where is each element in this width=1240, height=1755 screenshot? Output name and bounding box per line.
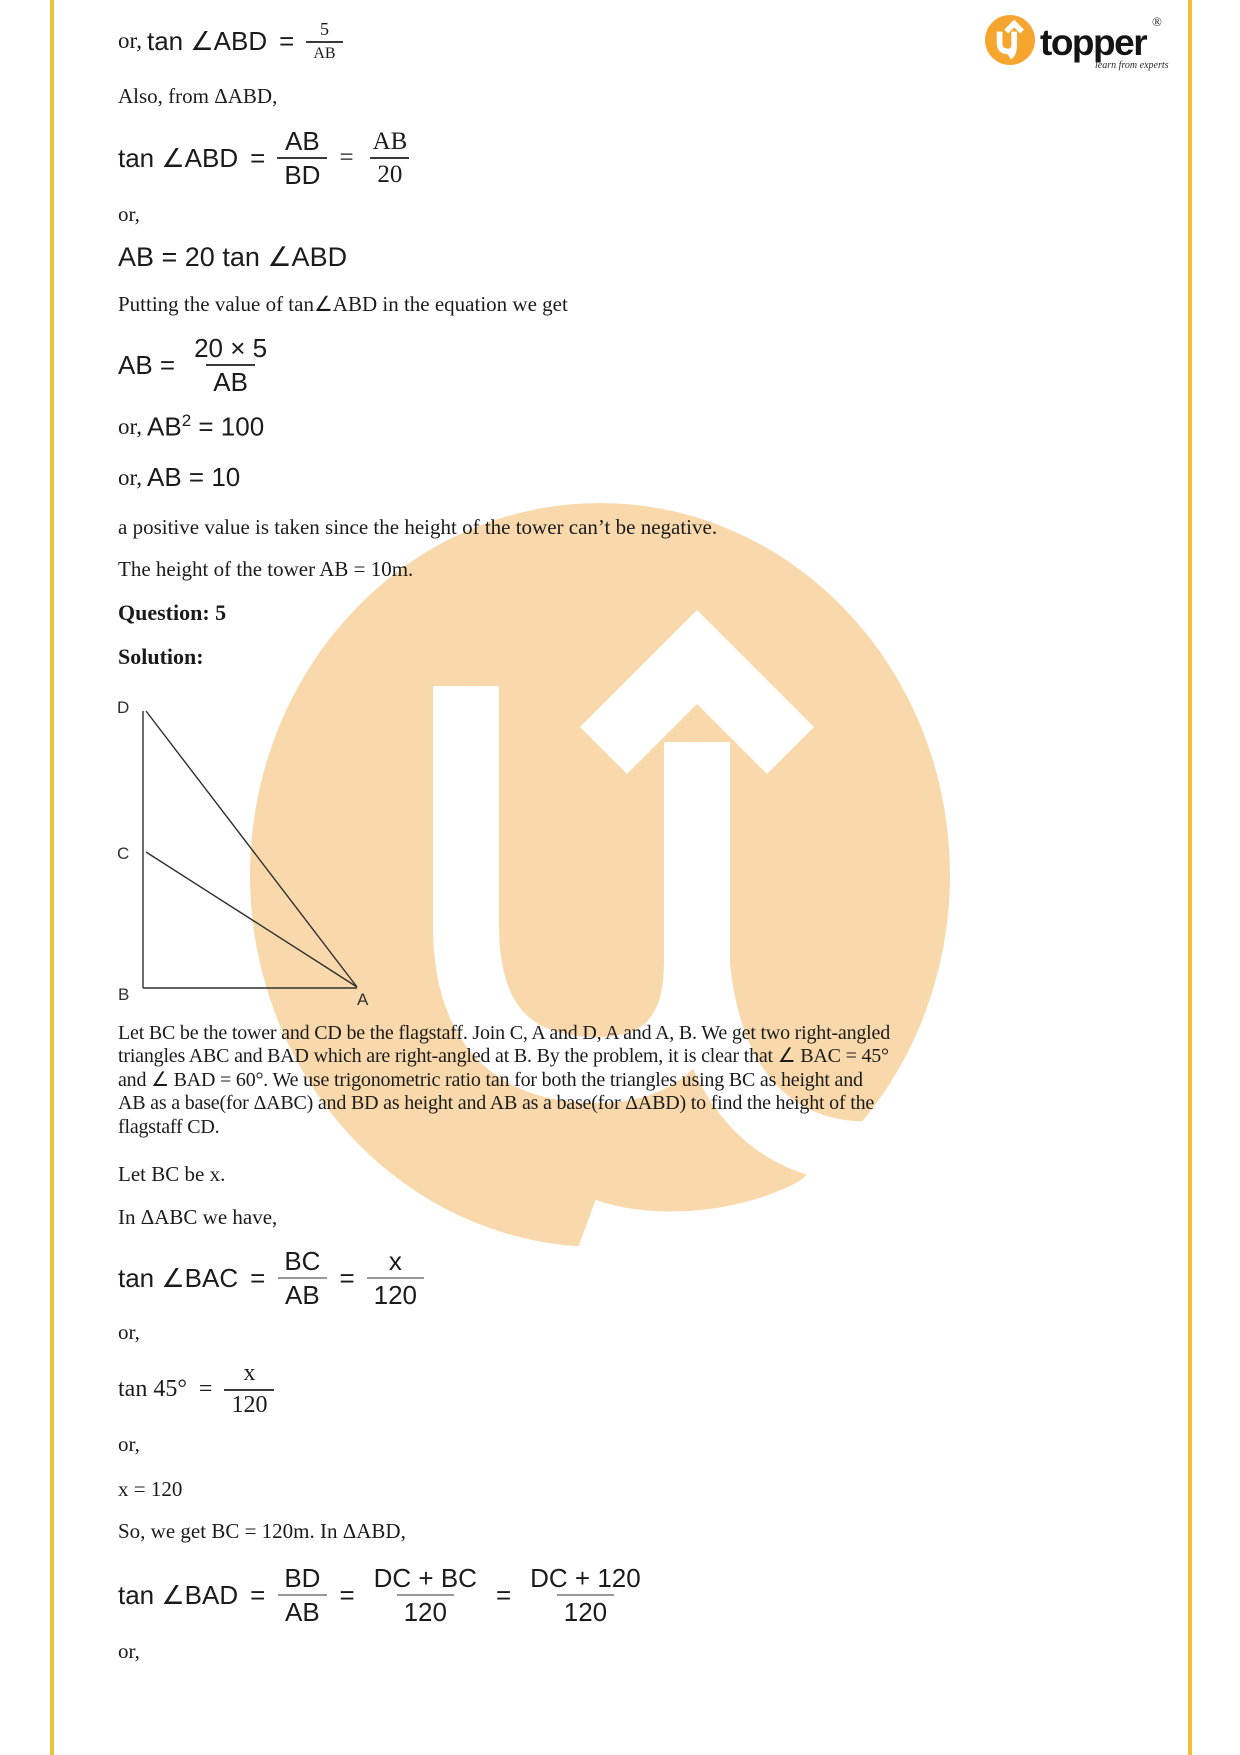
exponent: 2 — [181, 411, 192, 430]
numerator: 20 × 5 — [194, 333, 268, 363]
equation-prefix: or, — [118, 28, 142, 54]
equals-sign: = — [339, 1579, 355, 1610]
text-or-1: or, — [118, 202, 140, 226]
text-or-3: or, — [118, 1432, 140, 1456]
solution-heading: Solution: — [118, 644, 204, 669]
page-border-right — [1188, 0, 1192, 1755]
equation-tan-abd-ab-bd — [118, 127, 414, 189]
equals-sign: = — [250, 1262, 266, 1293]
text-or-2: or, — [118, 1320, 140, 1344]
paragraph-line: AB as a base(for ΔABC) and BD as height and AB as a base(for ΔABD) to find the height of the — [118, 1092, 875, 1115]
page-border-left — [50, 0, 54, 1755]
fraction-20x5-ab — [187, 334, 274, 396]
equals-sign: = — [279, 25, 295, 56]
numerator: AB — [285, 126, 320, 156]
numerator: DC + BC — [373, 1563, 477, 1593]
denominator: BD — [277, 157, 327, 189]
logo-circle — [985, 15, 1035, 65]
denominator: AB — [278, 1594, 327, 1626]
numerator: AB — [372, 128, 408, 156]
logo-tagline: learn from experts — [1095, 60, 1169, 71]
equation-ab-20x5-over-ab — [118, 334, 274, 396]
text-positive-value: a positive value is taken since the height of the tower can’t be negative. — [118, 515, 718, 539]
rhs: = 100 — [198, 411, 265, 442]
numerator: DC + 120 — [530, 1563, 641, 1593]
equation-lhs: tan ∠ABD — [118, 142, 239, 173]
numerator: BD — [284, 1563, 321, 1593]
equation-tan-bad — [118, 1564, 648, 1626]
diagram-label-d: D — [117, 698, 130, 717]
text-putting-value: Putting the value of tan∠ABD in the equation we get — [118, 292, 568, 316]
diagram-label-b: B — [118, 985, 130, 1004]
equation-lhs: AB = — [118, 349, 176, 380]
fraction-bd-ab — [277, 1564, 327, 1626]
denominator: 120 — [367, 1277, 424, 1309]
equation-ab-10 — [118, 462, 240, 493]
text-so-we-get: So, we get BC = 120m. In ΔABD, — [118, 1519, 406, 1543]
denominator: AB — [306, 41, 342, 62]
solution-paragraph — [118, 1022, 890, 1139]
diagram-label-c: C — [117, 844, 130, 863]
equation-prefix: or, — [118, 413, 142, 439]
line-da — [146, 711, 357, 987]
paragraph-line: Let BC be the tower and CD be the flagstaff. Join C, A and D, A and A, B. We get two right-angled — [118, 1022, 891, 1044]
text-in-abc-we-have: In ΔABC we have, — [118, 1205, 278, 1229]
equation-tan-bac — [118, 1247, 424, 1309]
paragraph-line: and ∠ BAD = 60°. We use trigonometric ratio tan for both the triangles using BC as height and — [118, 1068, 863, 1091]
equation-body: AB = 10 — [147, 462, 241, 492]
equation-body — [147, 411, 264, 443]
line-ca — [146, 852, 357, 987]
numerator: BC — [284, 1246, 321, 1276]
equals-sign: = — [339, 144, 354, 172]
equation-prefix: or, — [118, 464, 142, 490]
logo-brand-text: topper — [1040, 22, 1147, 63]
equation-ab-20-tan-abd: AB = 20 tan ∠ABD — [118, 242, 348, 272]
denominator: AB — [206, 364, 255, 396]
fraction-ab-bd — [277, 127, 327, 189]
denominator: 120 — [557, 1594, 614, 1626]
equals-sign: = — [250, 142, 266, 173]
equals-sign: = — [198, 1376, 213, 1403]
u-arrow-logo-icon — [985, 15, 1035, 65]
text-or-4: or, — [118, 1639, 140, 1663]
equation-lhs: tan ∠ABD — [147, 25, 268, 56]
base: AB — [147, 411, 182, 442]
triangle-diagram — [95, 690, 400, 1015]
equation-lhs: tan ∠BAD — [118, 1579, 239, 1610]
fraction-dc-plus-120-120 — [523, 1564, 648, 1626]
fraction-5-ab — [306, 20, 342, 63]
question-heading: Question: 5 — [118, 600, 227, 625]
equals-sign: = — [339, 1262, 355, 1293]
equation-ab-squared-100 — [118, 411, 264, 443]
equation-tan-45 — [118, 1361, 274, 1419]
denominator: 120 — [397, 1594, 454, 1626]
denominator: AB — [278, 1277, 327, 1309]
fraction-x-120 — [367, 1247, 424, 1309]
numerator: x — [243, 1360, 256, 1386]
paragraph-line: flagstaff CD. — [118, 1115, 220, 1138]
paragraph-line: triangles ABC and BAD which are right-angled at B. By the problem, it is clear that ∠ BAC = 45° — [118, 1045, 889, 1068]
text-height-of-tower: The height of the tower AB = 10m. — [118, 557, 414, 581]
diagram-label-a: A — [357, 990, 369, 1009]
logo-registered-mark: ® — [1152, 14, 1162, 29]
fraction-bc-ab — [277, 1247, 327, 1309]
denominator: 20 — [370, 157, 409, 188]
text-let-bc-be-x: Let BC be x. — [118, 1162, 226, 1186]
text-also-from-abd: Also, from ΔABD, — [118, 84, 278, 108]
numerator: 5 — [319, 19, 329, 39]
equals-sign: = — [495, 1579, 512, 1610]
fraction-dc-plus-bc-120 — [367, 1564, 484, 1626]
fraction-x-120 — [224, 1361, 274, 1419]
denominator: 120 — [224, 1389, 274, 1419]
numerator: x — [388, 1246, 402, 1276]
equation-lhs: tan 45° — [118, 1376, 187, 1403]
equation-lhs: tan ∠BAC — [118, 1262, 239, 1293]
equals-sign: = — [250, 1579, 266, 1610]
equation-tan-abd-5-over-ab — [118, 20, 343, 63]
fraction-ab-20 — [366, 128, 415, 188]
text-x-equals-120: x = 120 — [118, 1477, 183, 1501]
